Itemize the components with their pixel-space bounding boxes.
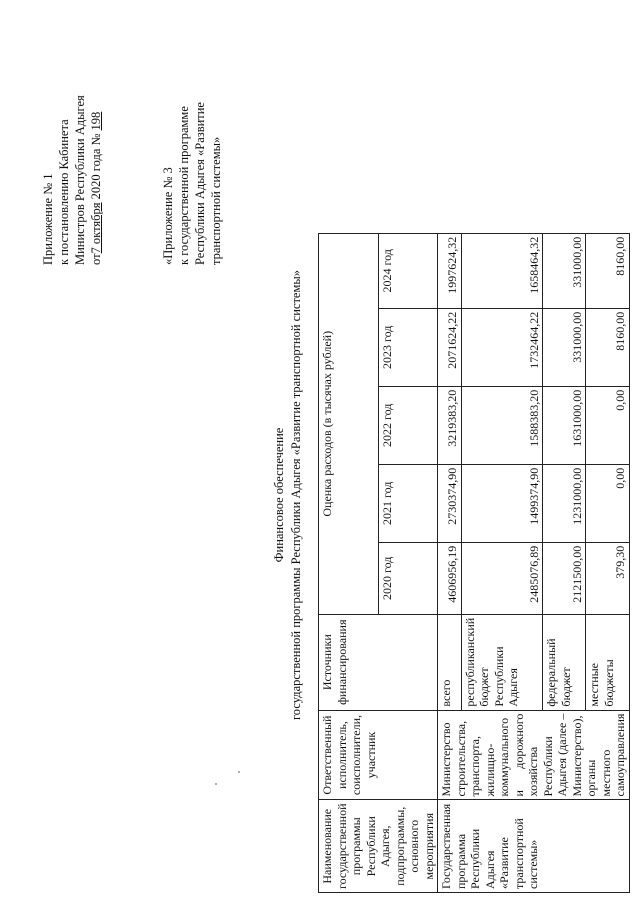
appendix2-line-3: Республики Адыгея «Развитие [193, 102, 207, 265]
scan-speck [238, 771, 240, 773]
appendix-date-prefix: от [89, 253, 103, 265]
value-cell: 1631000,00 [543, 386, 586, 464]
value-cell: 8160,00 [586, 233, 629, 308]
appendix-quote-block [160, 35, 224, 265]
table-row [438, 233, 462, 892]
value-cell: 1658464,32 [461, 233, 543, 308]
value-cell: 2121500,00 [543, 542, 586, 614]
appendix-line-1: Приложение № 1 [41, 173, 55, 265]
value-cell: 379,30 [586, 542, 629, 614]
source-cell: местные бюджеты [586, 614, 629, 710]
scan-speck [215, 783, 217, 785]
source-cell: федеральный бюджет [543, 614, 586, 710]
value-cell: 2730374,90 [438, 464, 462, 542]
value-cell: 2071624,22 [438, 308, 462, 386]
appendix-date-day: 7 октября [89, 202, 103, 254]
financing-table [318, 233, 630, 893]
value-cell: 0,00 [586, 386, 629, 464]
header-name: Наименование государственной программы Республики Адыгея, подпрограммы, основного мероприятия [319, 800, 438, 893]
value-cell: 3219383,20 [438, 386, 462, 464]
value-cell: 1231000,00 [543, 464, 586, 542]
appendix2-line-1: «Приложение № 3 [161, 167, 175, 265]
value-cell: 331000,00 [543, 233, 586, 308]
value-cell: 1499374,90 [461, 464, 543, 542]
appendix-line-2: к постановлению Кабинета [57, 119, 71, 265]
value-cell: 8160,00 [586, 308, 629, 386]
source-cell: республиканский бюджет Республики Адыгея [461, 614, 543, 710]
header-year: 2020 год [378, 542, 438, 614]
table-header-row [319, 233, 379, 892]
value-cell: 1997624,32 [438, 233, 462, 308]
header-year: 2024 год [378, 233, 438, 308]
value-cell: 331000,00 [543, 308, 586, 386]
appendix-number: 198 [89, 111, 103, 131]
appendix-block [40, 35, 104, 265]
appendix-date-year: 2020 года № [89, 133, 103, 203]
appendix2-line-2: к государственной программе [177, 106, 191, 265]
value-cell: 4606956,19 [438, 542, 462, 614]
header-source: Источники финансирования [319, 614, 438, 710]
value-cell: 2485076,89 [461, 542, 543, 614]
value-cell: 0,00 [586, 464, 629, 542]
document-subtitle: государственной программы Республики Адыгея «Развитие транспортной системы» [289, 269, 303, 721]
program-name-cell: Государственная программа Республики Адыгея «Развитие транспортной системы» [438, 800, 630, 893]
appendix-line-3: Министров Республики Адыгея [73, 95, 87, 265]
header-estimate: Оценка расходов (в тысячах рублей) [319, 233, 379, 614]
value-cell: 1588383,20 [461, 386, 543, 464]
header-year: 2021 год [378, 464, 438, 542]
header-year: 2022 год [378, 386, 438, 464]
value-cell: 1732464,22 [461, 308, 543, 386]
source-cell: всего [438, 614, 462, 710]
document-title: Финансовое обеспечение [272, 427, 286, 563]
header-year: 2023 год [378, 308, 438, 386]
appendix2-line-4: транспортной системы» [209, 136, 223, 265]
executor-cell: Министерство строительства, транспорта, жилищно-коммунального и дорожного хозяйства Республики Адыгея (далее – Министерство), органы местного самоуправления [438, 710, 630, 800]
header-executor: Ответственный исполнитель, соисполнители, участник [319, 710, 438, 800]
appendix-line-4 [88, 35, 104, 265]
